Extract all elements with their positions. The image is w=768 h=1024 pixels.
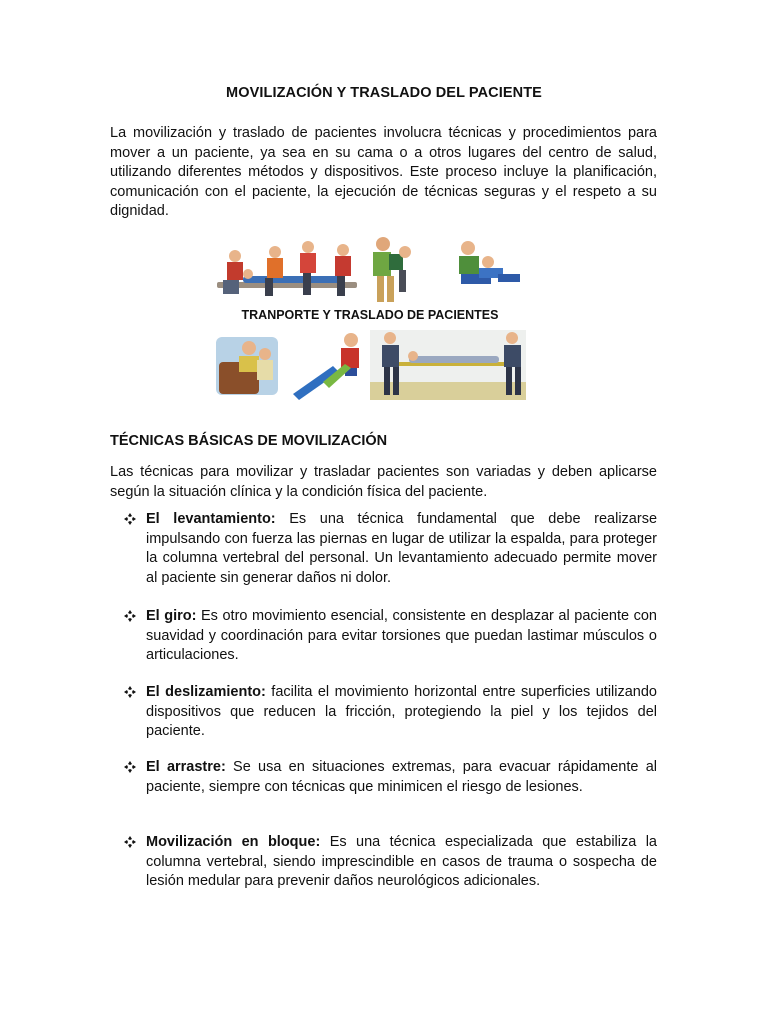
team-lift-drawing [217, 241, 357, 296]
technique-term: El levantamiento: [146, 511, 276, 527]
technique-item-arrastre [123, 758, 657, 797]
section-lead-paragraph: Las técnicas para movilizar y trasladar pacientes son variadas y deben aplicarse según la situación clínica y la condición física del paciente. [110, 464, 657, 500]
diamond-bullet-icon [123, 835, 137, 849]
two-person-carry-drawing [373, 237, 411, 302]
technique-item-bloque [123, 833, 657, 892]
diamond-bullet-icon [123, 685, 137, 699]
technique-description: Es una técnica especializada que estabiliza la columna vertebral, siendo imprescindible en casos de trauma o sospecha de lesión medular para prevenir daños neurológicos adicionales. [146, 834, 657, 889]
technique-term: El deslizamiento: [146, 684, 266, 700]
rescue-drag-drawing [459, 241, 520, 284]
diamond-bullet-icon [123, 760, 137, 774]
figure-caption: TRANPORTE Y TRASLADO DE PACIENTES [241, 308, 499, 322]
diamond-bullet-icon [123, 512, 137, 526]
stretcher-carry-drawing [370, 330, 526, 400]
technique-item-deslizamiento [123, 683, 657, 742]
technique-term: El arrastre: [146, 759, 226, 775]
diamond-bullet-icon [123, 609, 137, 623]
section-heading: TÉCNICAS BÁSICAS DE MOVILIZACIÓN [110, 433, 388, 449]
intro-paragraph: La movilización y traslado de pacientes involucra técnicas y procedimientos para mover a un paciente, ya sea en su cama o a otros lugares del centro de salud, utilizando diferentes métodos y dispositivos. Este proceso incluye la planificación, comunicación con el paciente, la ejecución de técnicas seguras y el respeto a su dignidad. [110, 125, 657, 219]
technique-description: Se usa en situaciones extremas, para evacuar rápidamente al paciente, siempre con técnicas que minimicen el riesgo de lesiones. [146, 759, 657, 795]
technique-description: facilita el movimiento horizontal entre superficies utilizando dispositivos que reducen la fricción, protegiendo la piel y los tejidos del paciente. [146, 684, 657, 739]
technique-description: Es una técnica fundamental que debe realizarse impulsando con fuerza las piernas en lugar de utilizar la espalda, para proteger la columna vertebral del personal. Un levantamiento adecuado permite mover al paciente sin generar daños ni dolor. [146, 511, 658, 586]
ankle-drag-drawing [293, 333, 359, 400]
document-title: MOVILIZACIÓN Y TRASLADO DEL PACIENTE [226, 85, 542, 101]
technique-term: Movilización en bloque: [146, 834, 321, 850]
patient-transport-illustration [213, 232, 527, 402]
technique-item-levantamiento [123, 510, 657, 588]
technique-item-giro [123, 607, 657, 666]
vehicle-rescue-drawing [216, 337, 278, 395]
technique-term: El giro: [146, 608, 197, 624]
technique-description: Es otro movimiento esencial, consistente en desplazar al paciente con suavidad y coordinación para evitar torsiones que puedan lastimar músculos o articulaciones. [146, 608, 658, 663]
